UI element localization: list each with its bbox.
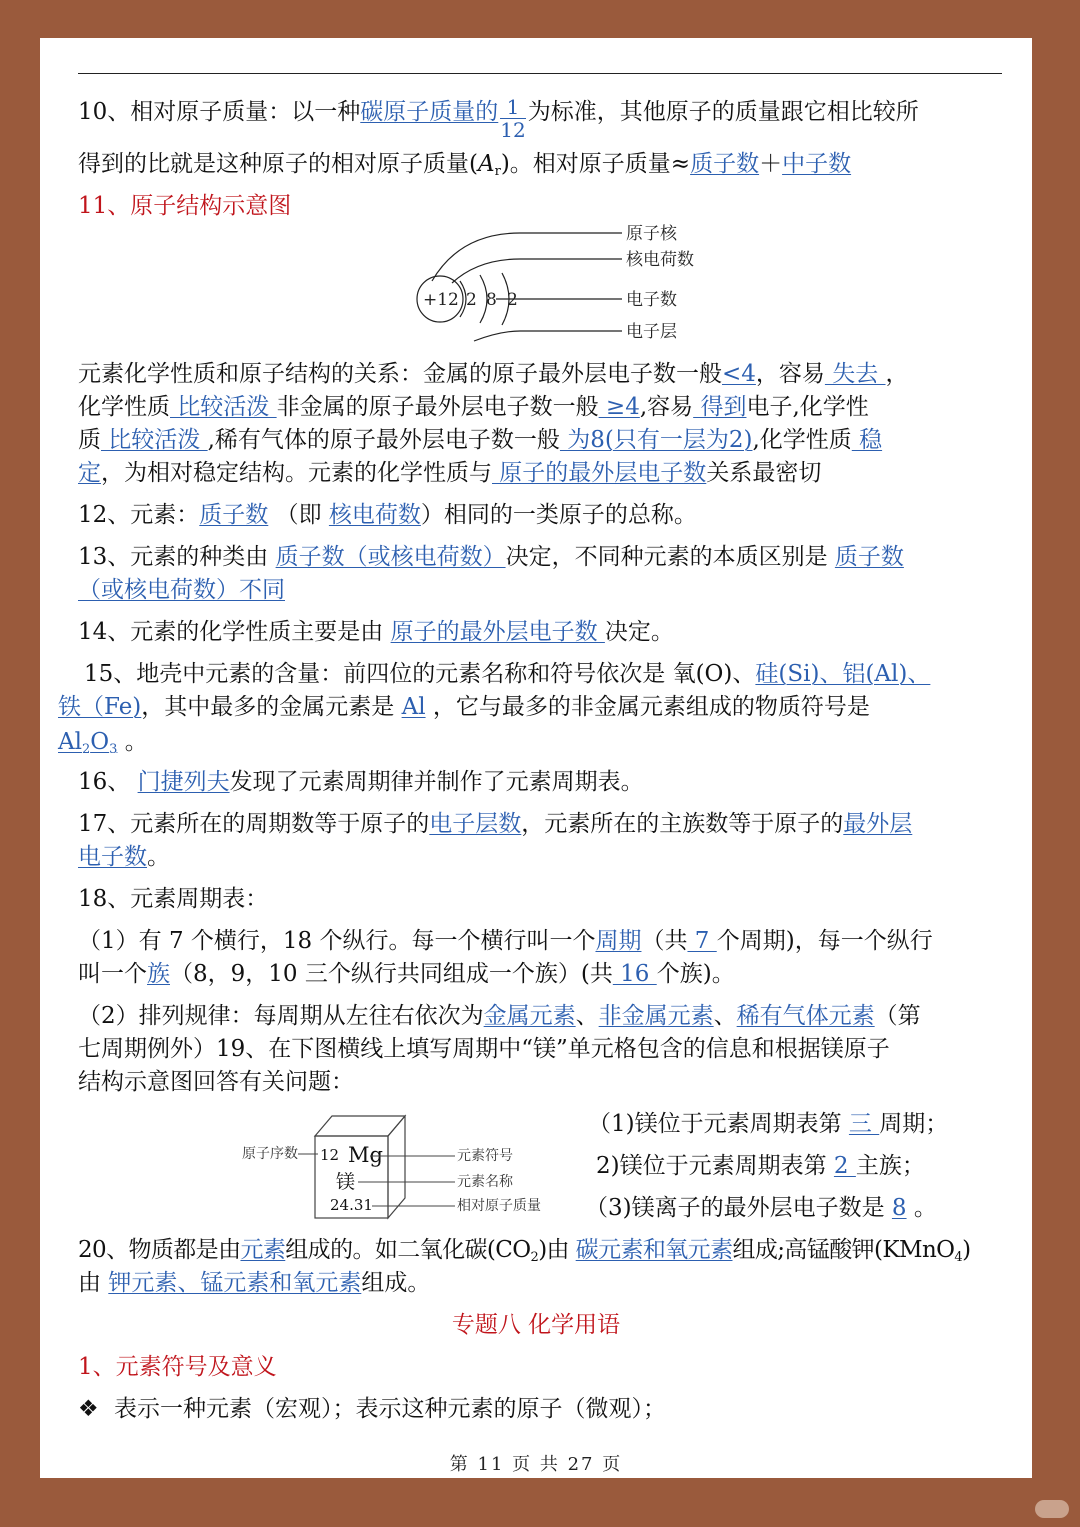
shell-count-1: 2	[466, 290, 477, 310]
item-18-title: 18、元素周期表：	[78, 886, 269, 912]
item-13-line-1: 13、元素的种类由 质子数（或核电荷数）决定，不同种元素的本质区别是 质子数	[78, 544, 904, 570]
pointer-charge	[452, 259, 622, 283]
item-15-line-1: 15、地壳中元素的含量：前四位的元素名称和符号依次是 氧(O)、硅(Si)、铝(Al)、	[84, 661, 931, 687]
nucleus-charge: +12	[423, 290, 459, 310]
item-18-sub1-line-2: 叫一个族（8，9，10 三个纵行共同组成一个族）(共 16 个族)。	[78, 961, 735, 987]
item-20-line-2: 由 钾元素、锰元素和氧元素组成。	[78, 1270, 431, 1296]
item-17-line-1: 17、元素所在的周期数等于原子的电子层数，元素所在的主族数等于原子的最外层	[78, 811, 913, 837]
label-electron-count: 电子数	[626, 290, 677, 310]
fraction-1-12: $\frac{1}{12}$	[500, 95, 526, 142]
label-nuclear-charge: 核电荷数	[626, 250, 694, 270]
watermark-badge	[1035, 1500, 1069, 1518]
relation-line-1: 元素化学性质和原子结构的关系：金属的原子最外层电子数一般<4，容易 失去 ，	[78, 361, 909, 387]
cell-atomic-number: 12	[320, 1146, 340, 1164]
item-11-title: 11、原子结构示意图	[78, 193, 292, 219]
cell-side-face	[388, 1116, 405, 1218]
label-nucleus: 原子核	[626, 224, 677, 244]
item-15-line-3: $Al_2O_3$ 。	[58, 729, 148, 757]
topic-title: 专题八 化学用语	[451, 1312, 621, 1338]
item-14: 14、元素的化学性质主要是由 原子的最外层电子数 决定。	[78, 619, 674, 645]
cell-top-face	[315, 1116, 405, 1136]
item-17-line-2: 电子数。	[78, 844, 170, 870]
label-element-symbol: 元素符号	[457, 1148, 513, 1164]
cell-element-name: 镁	[336, 1171, 356, 1193]
relation-line-3: 质 比较活泼 ,稀有气体的原子最外层电子数一般 为8(只有一层为2),化学性质 稳	[78, 427, 883, 453]
shell-count-3: 2	[507, 290, 518, 310]
label-relative-mass: 相对原子质量	[457, 1198, 541, 1214]
item-15-line-2: 铁（Fe)，其中最多的金属元素是 Al ，它与最多的非金属元素组成的物质符号是	[58, 694, 870, 720]
item-16: 16、 门捷列夫发现了元素周期律并制作了元素周期表。	[78, 769, 644, 795]
shell-count-2: 8	[486, 290, 497, 310]
relation-line-4: 定，为相对稳定结构。元素的化学性质与 原子的最外层电子数关系最密切	[78, 460, 822, 486]
item-18-sub2-line-2: 七周期例外）19、在下图横线上填写周期中“镁”单元格包含的信息和根据镁原子	[78, 1036, 890, 1062]
page-footer: 第 11 页 共 27 页	[449, 1454, 623, 1475]
item-18-sub2-line-3: 结构示意图回答有关问题：	[78, 1069, 354, 1095]
bullet-item-1: ❖ 表示一种元素（宏观）；表示这种元素的原子（微观）；	[78, 1396, 666, 1422]
pointer-shell	[474, 331, 622, 341]
item-18-sub2-line-1: （2）排列规律：每周期从左往右依次为金属元素、非金属元素、稀有气体元素（第	[78, 1003, 921, 1029]
label-electron-shell: 电子层	[626, 322, 677, 342]
label-element-name: 元素名称	[457, 1174, 513, 1190]
item-12: 12、元素：质子数 （即 核电荷数）相同的一类原子的总称。	[78, 502, 697, 528]
q19-3: （3)镁离子的最外层电子数是 8 。	[585, 1195, 937, 1221]
label-atomic-number: 原子序数	[242, 1146, 298, 1162]
cell-symbol: Mg	[348, 1143, 383, 1167]
cell-atomic-mass: 24.31	[330, 1196, 373, 1214]
document-page	[40, 38, 1032, 1478]
relation-line-2: 化学性质 比较活泼 非金属的原子最外层电子数一般 ≥4,容易 得到电子,化学性	[78, 394, 869, 420]
q19-2: 2)镁位于元素周期表第 2 主族；	[596, 1153, 925, 1179]
top-rule	[78, 73, 1002, 74]
item-10-line-1: 10、相对原子质量：以一种碳原子质量的 $\frac{1}{12}$ 为标准，其他原子的质量跟它相比较所	[78, 95, 919, 142]
q19-1: （1)镁位于元素周期表第 三 周期；	[588, 1111, 949, 1137]
item-20-line-1: 20、物质都是由元素组成的。如二氧化碳$(CO_2)$由 碳元素和氧元素组成;高锰酸钾(KMnO$_4$)	[78, 1237, 971, 1265]
atom-structure-diagram	[410, 223, 694, 348]
magnesium-cell-diagram	[240, 1110, 541, 1222]
item-18-sub1-line-1: （1）有 7 个横行，18 个纵行。每一个横行叫一个周期（共 7 个周期)，每一个纵行	[78, 928, 933, 954]
item-13-line-2: （或核电荷数）不同	[78, 577, 285, 603]
pointer-nucleus	[432, 233, 622, 281]
section-1-title: 1、元素符号及意义	[78, 1354, 277, 1380]
item-10-line-2: 得到的比就是这种原子的相对原子质量$(A_r)$。相对原子质量≈质子数＋中子数	[78, 151, 852, 179]
bullet-icon: ❖	[78, 1396, 99, 1422]
